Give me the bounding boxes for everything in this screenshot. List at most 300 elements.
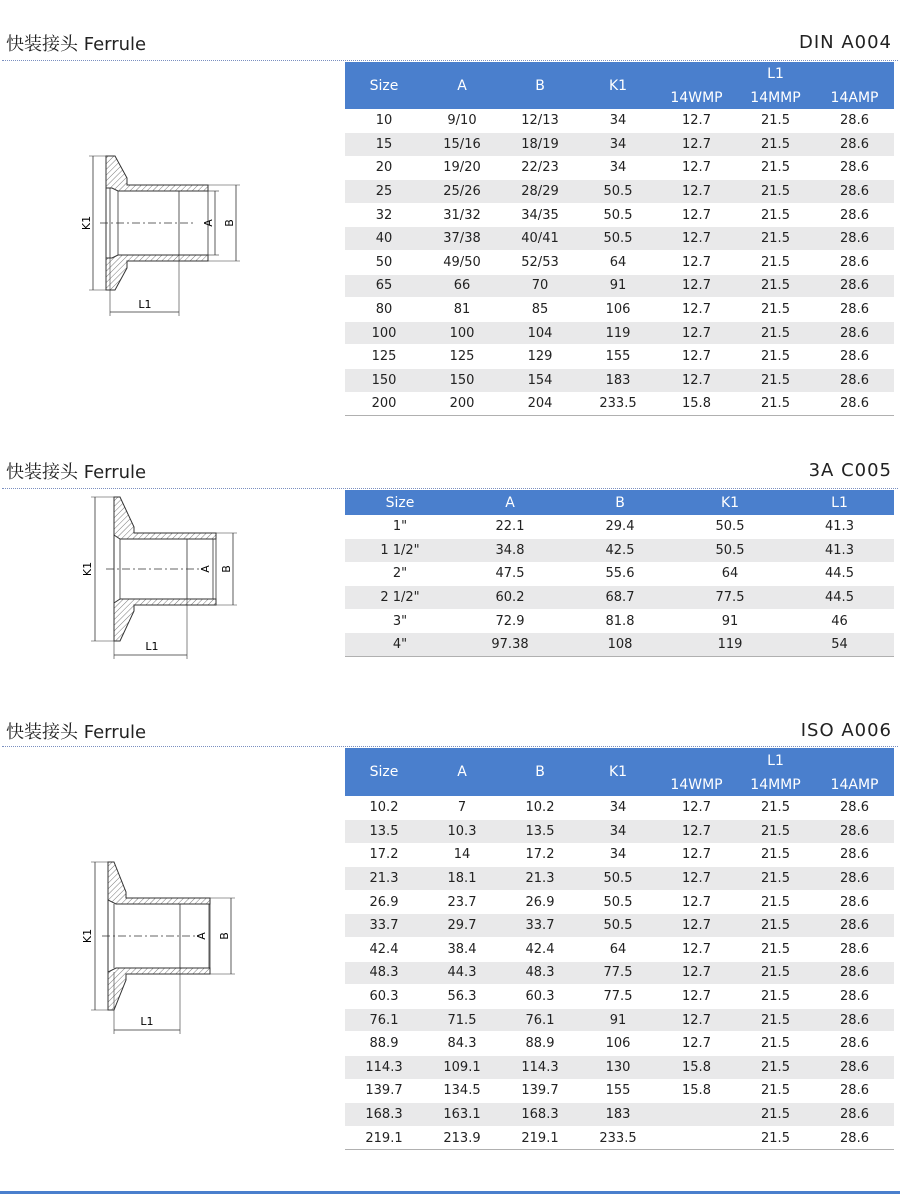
dim-label-l1: L1	[138, 298, 152, 311]
table-cell: 139.7	[501, 1079, 579, 1103]
table-cell: 200	[423, 392, 501, 416]
table-row	[345, 156, 894, 180]
table-row	[345, 586, 894, 610]
table-cell: 71.5	[423, 1008, 501, 1032]
table-row	[345, 321, 894, 345]
table-cell: 114.3	[501, 1056, 579, 1080]
table-cell: 21.5	[736, 1032, 815, 1056]
table-cell: 15/16	[423, 133, 501, 157]
table-cell: 41.3	[785, 515, 894, 539]
table-cell: 106	[579, 1032, 657, 1056]
table-cell: 10.3	[423, 820, 501, 844]
standard-code: 3A C005	[808, 460, 892, 481]
table-cell: 66	[423, 274, 501, 298]
table-cell: 12.7	[657, 1008, 736, 1032]
table-cell: 12.7	[657, 321, 736, 345]
table-row	[345, 961, 894, 985]
table-cell: 10.2	[345, 796, 423, 820]
table-cell: 64	[675, 562, 785, 586]
table-cell: 21.5	[736, 1079, 815, 1103]
table-cell: 21.5	[736, 251, 815, 275]
table-cell: 34	[579, 820, 657, 844]
table-cell: 40	[345, 227, 423, 251]
table-cell: 29.7	[423, 914, 501, 938]
table-cell: 15.8	[657, 1056, 736, 1080]
table-cell: 52/53	[501, 251, 579, 275]
dimension-table-din	[345, 62, 894, 416]
table-cell: 34	[579, 796, 657, 820]
table-cell: 28.6	[815, 392, 894, 416]
table-cell: 109.1	[423, 1056, 501, 1080]
col-header-l1: L1	[657, 62, 894, 86]
table-cell: 28.6	[815, 867, 894, 891]
table-cell: 154	[501, 369, 579, 393]
table-cell: 22/23	[501, 156, 579, 180]
table-cell: 42.4	[345, 938, 423, 962]
table-cell: 28.6	[815, 961, 894, 985]
table-cell: 34	[579, 156, 657, 180]
table-cell: 34	[579, 133, 657, 157]
table-row	[345, 1103, 894, 1127]
dim-label-a: A	[199, 565, 212, 573]
table-cell: 21.3	[345, 867, 423, 891]
table-cell: 33.7	[501, 914, 579, 938]
table-cell: 12.7	[657, 369, 736, 393]
table-cell: 55.6	[565, 562, 675, 586]
table-cell: 28.6	[815, 914, 894, 938]
table-cell: 21.5	[736, 392, 815, 416]
table-cell: 114.3	[345, 1056, 423, 1080]
table-row	[345, 609, 894, 633]
table-cell: 81	[423, 298, 501, 322]
table-cell: 9/10	[423, 109, 501, 133]
table-cell: 28.6	[815, 1079, 894, 1103]
table-cell	[657, 1126, 736, 1150]
table-cell: 28.6	[815, 227, 894, 251]
table-cell: 28.6	[815, 890, 894, 914]
table-cell: 28.6	[815, 321, 894, 345]
table-cell: 12.7	[657, 867, 736, 891]
table-cell: 21.5	[736, 369, 815, 393]
table-cell: 26.9	[501, 890, 579, 914]
table-cell: 119	[579, 321, 657, 345]
table-cell: 34	[579, 843, 657, 867]
table-cell: 23.7	[423, 890, 501, 914]
table-cell: 19/20	[423, 156, 501, 180]
table-cell: 12.7	[657, 251, 736, 275]
table-cell: 54	[785, 633, 894, 657]
table-cell: 219.1	[501, 1126, 579, 1150]
table-cell: 12.7	[657, 961, 736, 985]
table-cell: 28.6	[815, 1103, 894, 1127]
table-cell: 12.7	[657, 796, 736, 820]
dim-label-l1: L1	[140, 1015, 154, 1028]
table-cell: 15.8	[657, 392, 736, 416]
table-cell: 81.8	[565, 609, 675, 633]
table-cell: 84.3	[423, 1032, 501, 1056]
table-cell: 21.5	[736, 274, 815, 298]
table-cell: 129	[501, 345, 579, 369]
table-cell: 21.5	[736, 1008, 815, 1032]
table-cell: 88.9	[501, 1032, 579, 1056]
col-header-l1: L1	[657, 748, 894, 773]
table-cell: 37/38	[423, 227, 501, 251]
table-row	[345, 633, 894, 657]
table-cell: 18.1	[423, 867, 501, 891]
dim-label-k1: K1	[81, 928, 94, 944]
table-cell: 15	[345, 133, 423, 157]
standard-code: DIN A004	[798, 32, 892, 53]
table-row	[345, 1126, 894, 1150]
table-cell: 21.5	[736, 1056, 815, 1080]
table-cell: 65	[345, 274, 423, 298]
table-cell: 50.5	[579, 914, 657, 938]
table-cell: 34.8	[455, 539, 565, 563]
table-cell: 42.5	[565, 539, 675, 563]
table-cell: 28.6	[815, 843, 894, 867]
table-cell: 12.7	[657, 156, 736, 180]
table-row	[345, 562, 894, 586]
table-cell	[657, 1103, 736, 1127]
table-cell: 34	[579, 109, 657, 133]
col-header-14mmp: 14MMP	[736, 86, 815, 109]
table-row	[345, 1032, 894, 1056]
table-row	[345, 867, 894, 891]
table-cell: 28.6	[815, 938, 894, 962]
table-row	[345, 369, 894, 393]
table-cell: 48.3	[501, 961, 579, 985]
table-cell: 104	[501, 321, 579, 345]
table-cell: 183	[579, 369, 657, 393]
table-row	[345, 133, 894, 157]
table-cell: 60.3	[501, 985, 579, 1009]
table-cell: 21.5	[736, 298, 815, 322]
section-iso-a006	[0, 700, 900, 1170]
dim-label-b: B	[218, 932, 231, 940]
table-row	[345, 203, 894, 227]
table-row	[345, 345, 894, 369]
table-cell: 50.5	[675, 515, 785, 539]
table-cell: 12.7	[657, 938, 736, 962]
table-cell: 12.7	[657, 985, 736, 1009]
table-cell: 219.1	[345, 1126, 423, 1150]
col-header-size: Size	[345, 748, 423, 796]
table-cell: 21.5	[736, 843, 815, 867]
table-cell: 100	[345, 321, 423, 345]
table-cell: 46	[785, 609, 894, 633]
section-title: 快装接头 Ferrule	[6, 722, 147, 743]
table-cell: 125	[345, 345, 423, 369]
table-row	[345, 843, 894, 867]
dim-label-b: B	[223, 219, 236, 227]
col-header-a: A	[455, 490, 565, 515]
table-cell: 33.7	[345, 914, 423, 938]
table-cell: 64	[579, 251, 657, 275]
table-cell: 21.5	[736, 914, 815, 938]
table-cell: 28.6	[815, 251, 894, 275]
ferrule-drawing	[80, 495, 250, 665]
table-row	[345, 1079, 894, 1103]
table-cell: 12.7	[657, 180, 736, 204]
section-divider	[2, 746, 898, 747]
table-cell: 17.2	[345, 843, 423, 867]
section-3a-c005	[0, 440, 900, 690]
table-cell: 183	[579, 1103, 657, 1127]
table-cell: 21.5	[736, 1103, 815, 1127]
col-header-a: A	[423, 62, 501, 109]
table-row	[345, 796, 894, 820]
table-cell: 21.5	[736, 961, 815, 985]
table-cell: 91	[579, 1008, 657, 1032]
table-cell: 12.7	[657, 1032, 736, 1056]
table-cell: 50.5	[675, 539, 785, 563]
dim-label-k1: K1	[81, 561, 94, 577]
table-cell: 106	[579, 298, 657, 322]
table-row	[345, 938, 894, 962]
table-cell: 12.7	[657, 820, 736, 844]
table-cell: 34/35	[501, 203, 579, 227]
table-cell: 7	[423, 796, 501, 820]
table-row	[345, 251, 894, 275]
table-cell: 26.9	[345, 890, 423, 914]
table-row	[345, 180, 894, 204]
standard-code: ISO A006	[800, 720, 892, 741]
dim-label-k1: K1	[80, 215, 93, 231]
section-divider	[2, 488, 898, 489]
table-cell: 70	[501, 274, 579, 298]
table-cell: 28.6	[815, 345, 894, 369]
table-cell: 1 1/2"	[345, 539, 455, 563]
col-header-b: B	[501, 62, 579, 109]
table-cell: 155	[579, 345, 657, 369]
table-cell: 21.5	[736, 820, 815, 844]
ferrule-drawing	[80, 150, 250, 320]
table-cell: 50.5	[579, 890, 657, 914]
col-header-14wmp: 14WMP	[657, 773, 736, 796]
table-cell: 47.5	[455, 562, 565, 586]
table-cell: 28.6	[815, 1008, 894, 1032]
table-cell: 10	[345, 109, 423, 133]
col-header-14mmp: 14MMP	[736, 773, 815, 796]
table-row	[345, 1008, 894, 1032]
table-cell: 60.2	[455, 586, 565, 610]
dim-label-b: B	[220, 565, 233, 573]
section-din-a004	[0, 0, 900, 430]
table-cell: 21.5	[736, 180, 815, 204]
table-cell: 29.4	[565, 515, 675, 539]
table-cell: 14	[423, 843, 501, 867]
table-cell: 76.1	[501, 1008, 579, 1032]
col-header-14amp: 14AMP	[815, 773, 894, 796]
table-cell: 13.5	[501, 820, 579, 844]
table-cell: 12.7	[657, 203, 736, 227]
table-row	[345, 109, 894, 133]
table-row	[345, 985, 894, 1009]
table-cell: 108	[565, 633, 675, 657]
table-cell: 134.5	[423, 1079, 501, 1103]
table-cell: 21.5	[736, 203, 815, 227]
table-cell: 21.3	[501, 867, 579, 891]
table-cell: 12.7	[657, 890, 736, 914]
table-cell: 76.1	[345, 1008, 423, 1032]
table-cell: 21.5	[736, 938, 815, 962]
table-cell: 91	[579, 274, 657, 298]
table-cell: 91	[675, 609, 785, 633]
table-cell: 28/29	[501, 180, 579, 204]
table-cell: 3"	[345, 609, 455, 633]
table-cell: 18/19	[501, 133, 579, 157]
col-header-k1: K1	[675, 490, 785, 515]
col-header-a: A	[423, 748, 501, 796]
table-row	[345, 298, 894, 322]
table-cell: 28.6	[815, 203, 894, 227]
table-row	[345, 227, 894, 251]
section-divider	[2, 60, 898, 61]
table-cell: 40/41	[501, 227, 579, 251]
table-cell: 20	[345, 156, 423, 180]
table-cell: 168.3	[345, 1103, 423, 1127]
table-cell: 21.5	[736, 1126, 815, 1150]
dimension-table-3a	[345, 490, 894, 657]
table-cell: 100	[423, 321, 501, 345]
section-title: 快装接头 Ferrule	[6, 34, 147, 55]
dim-label-a: A	[195, 932, 208, 940]
table-row	[345, 890, 894, 914]
col-header-14amp: 14AMP	[815, 86, 894, 109]
table-cell: 64	[579, 938, 657, 962]
table-cell: 38.4	[423, 938, 501, 962]
table-cell: 21.5	[736, 156, 815, 180]
table-cell: 12.7	[657, 274, 736, 298]
table-cell: 72.9	[455, 609, 565, 633]
table-cell: 21.5	[736, 133, 815, 157]
table-cell: 44.5	[785, 562, 894, 586]
col-header-k1: K1	[579, 62, 657, 109]
table-cell: 88.9	[345, 1032, 423, 1056]
col-header-k1: K1	[579, 748, 657, 796]
table-cell: 44.3	[423, 961, 501, 985]
table-cell: 12/13	[501, 109, 579, 133]
table-cell: 21.5	[736, 227, 815, 251]
table-cell: 31/32	[423, 203, 501, 227]
table-cell: 21.5	[736, 109, 815, 133]
table-cell: 32	[345, 203, 423, 227]
table-cell: 2"	[345, 562, 455, 586]
table-cell: 150	[345, 369, 423, 393]
table-cell: 12.7	[657, 298, 736, 322]
table-cell: 50.5	[579, 867, 657, 891]
table-cell: 15.8	[657, 1079, 736, 1103]
table-cell: 17.2	[501, 843, 579, 867]
table-cell: 12.7	[657, 345, 736, 369]
table-cell: 12.7	[657, 227, 736, 251]
table-cell: 2 1/2"	[345, 586, 455, 610]
table-cell: 10.2	[501, 796, 579, 820]
table-cell: 21.5	[736, 796, 815, 820]
table-row	[345, 274, 894, 298]
table-cell: 28.6	[815, 369, 894, 393]
table-body	[345, 515, 894, 657]
table-cell: 85	[501, 298, 579, 322]
col-header-14wmp: 14WMP	[657, 86, 736, 109]
col-header-l1: L1	[785, 490, 894, 515]
table-cell: 204	[501, 392, 579, 416]
table-cell: 21.5	[736, 890, 815, 914]
table-cell: 28.6	[815, 180, 894, 204]
dim-label-l1: L1	[145, 640, 159, 653]
table-cell: 80	[345, 298, 423, 322]
table-row	[345, 515, 894, 539]
dimension-table-iso	[345, 748, 894, 1150]
col-header-b: B	[501, 748, 579, 796]
table-cell: 21.5	[736, 345, 815, 369]
table-cell: 28.6	[815, 796, 894, 820]
table-cell: 21.5	[736, 985, 815, 1009]
table-cell: 150	[423, 369, 501, 393]
table-cell: 28.6	[815, 156, 894, 180]
table-cell: 77.5	[579, 985, 657, 1009]
table-cell: 22.1	[455, 515, 565, 539]
table-cell: 12.7	[657, 109, 736, 133]
table-cell: 50.5	[579, 227, 657, 251]
table-cell: 50	[345, 251, 423, 275]
table-cell: 28.6	[815, 1032, 894, 1056]
col-header-b: B	[565, 490, 675, 515]
table-cell: 155	[579, 1079, 657, 1103]
table-cell: 125	[423, 345, 501, 369]
table-cell: 168.3	[501, 1103, 579, 1127]
section-title: 快装接头 Ferrule	[6, 462, 147, 483]
table-cell: 13.5	[345, 820, 423, 844]
table-cell: 213.9	[423, 1126, 501, 1150]
table-cell: 4"	[345, 633, 455, 657]
table-cell: 28.6	[815, 820, 894, 844]
col-header-size: Size	[345, 490, 455, 515]
table-cell: 48.3	[345, 961, 423, 985]
table-cell: 50.5	[579, 203, 657, 227]
table-body	[345, 796, 894, 1150]
table-row	[345, 539, 894, 563]
table-cell: 25	[345, 180, 423, 204]
table-cell: 77.5	[579, 961, 657, 985]
table-cell: 97.38	[455, 633, 565, 657]
table-cell: 42.4	[501, 938, 579, 962]
table-cell: 163.1	[423, 1103, 501, 1127]
table-cell: 12.7	[657, 133, 736, 157]
table-cell: 233.5	[579, 392, 657, 416]
table-row	[345, 914, 894, 938]
table-cell: 119	[675, 633, 785, 657]
col-header-size: Size	[345, 62, 423, 109]
dim-label-a: A	[202, 219, 215, 227]
table-cell: 139.7	[345, 1079, 423, 1103]
table-cell: 28.6	[815, 1126, 894, 1150]
table-cell: 21.5	[736, 867, 815, 891]
table-cell: 60.3	[345, 985, 423, 1009]
table-cell: 12.7	[657, 843, 736, 867]
table-cell: 49/50	[423, 251, 501, 275]
table-cell: 28.6	[815, 274, 894, 298]
table-cell: 50.5	[579, 180, 657, 204]
table-cell: 1"	[345, 515, 455, 539]
table-cell: 68.7	[565, 586, 675, 610]
table-cell: 12.7	[657, 914, 736, 938]
table-cell: 130	[579, 1056, 657, 1080]
table-cell: 44.5	[785, 586, 894, 610]
table-cell: 28.6	[815, 1056, 894, 1080]
table-cell: 200	[345, 392, 423, 416]
table-cell: 77.5	[675, 586, 785, 610]
